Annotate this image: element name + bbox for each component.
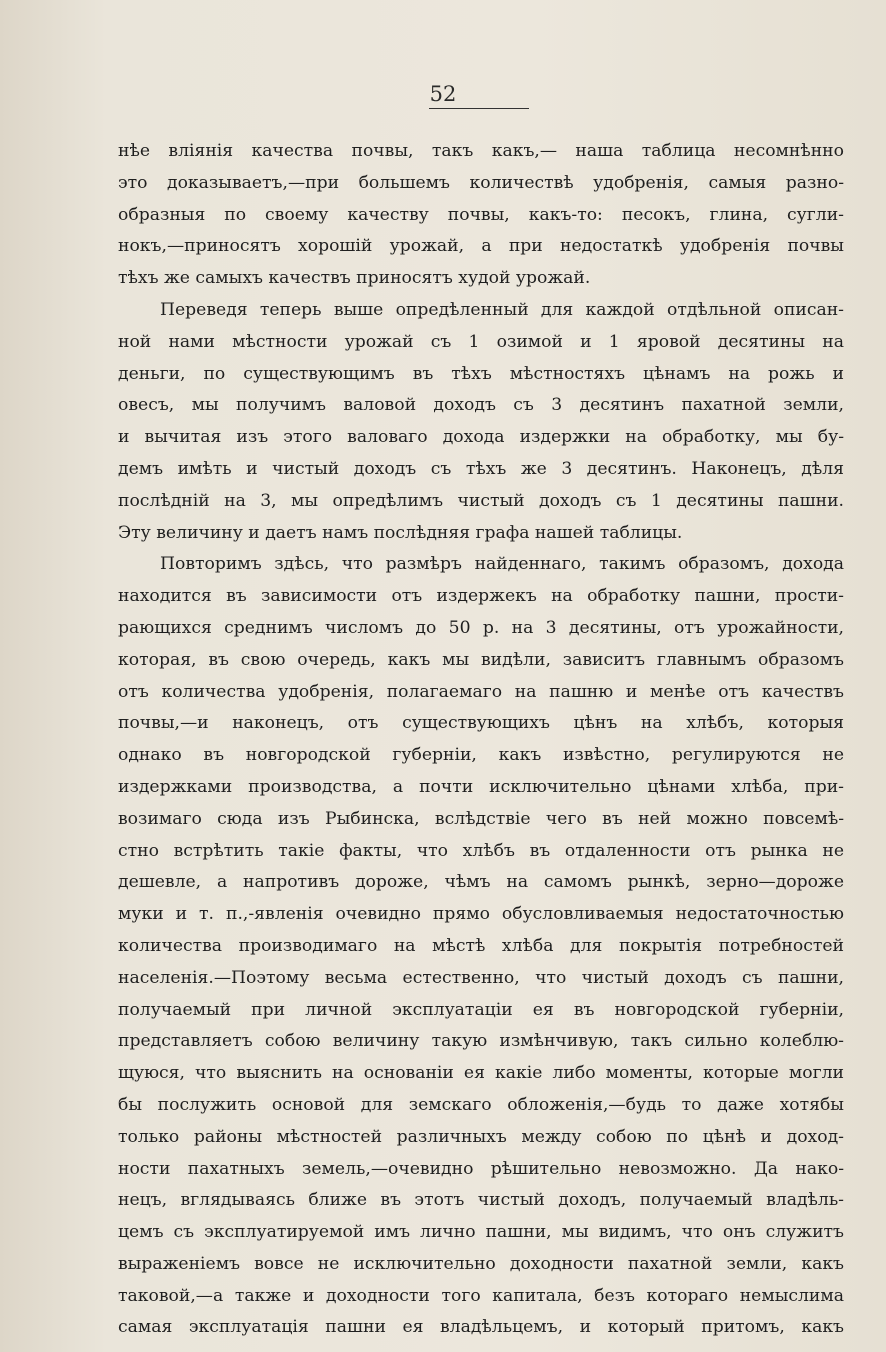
text-line: однако въ новгородской губерніи, какъ извѣстно, регулируются не <box>118 745 844 766</box>
text-line: послѣдній на 3, мы опредѣлимъ чистый доходъ съ 1 десятины пашни. <box>118 490 844 511</box>
text-line: находится въ зависимости отъ издержекъ на обработку пашни, прости- <box>118 586 844 607</box>
text-line: Повторимъ здѣсь, что размѣръ найденнаго, такимъ образомъ, дохода <box>160 554 844 575</box>
text-line: это доказываетъ,—при большемъ количествѣ удобренія, самыя разно- <box>118 172 844 193</box>
text-line: которая, въ свою очередь, какъ мы видѣли, зависитъ главнымъ образомъ <box>118 649 844 670</box>
text-line: дешевле, а напротивъ дороже, чѣмъ на самомъ рынкѣ, зерно—дороже <box>118 872 844 893</box>
text-line: ности пахатныхъ земель,—очевидно рѣшительно невозможно. Да нако- <box>118 1158 844 1179</box>
text-line: тѣхъ же самыхъ качествъ приносятъ худой урожай. <box>118 268 591 289</box>
text-line: и вычитая изъ этого валоваго дохода издержки на обработку, мы бу- <box>118 427 844 448</box>
page-number: 52 <box>429 82 457 106</box>
text-line: цемъ съ эксплуатируемой имъ лично пашни, мы видимъ, что онъ служитъ <box>118 1222 844 1243</box>
text-line: Переведя теперь выше опредѣленный для каждой отдѣльной описан- <box>160 299 844 320</box>
text-line: нокъ,—приносятъ хорошій урожай, а при недостаткѣ удобренія почвы <box>118 236 844 257</box>
text-line: возимаго сюда изъ Рыбинска, вслѣдствіе чего въ ней можно повсемѣ- <box>118 808 844 829</box>
text-line: ной нами мѣстности урожай съ 1 озимой и 1 яровой десятины на <box>118 331 844 352</box>
text-line: издержками производства, а почти исключительно цѣнами хлѣба, при- <box>118 776 844 797</box>
text-line: получаемый при личной эксплуатаціи ея въ новгородской губерніи, <box>118 999 844 1020</box>
text-line: нѣе вліянія качества почвы, такъ какъ,— наша таблица несомнѣнно <box>118 141 844 161</box>
text-line: отъ количества удобренія, полагаемаго на пашню и менѣе отъ качествъ <box>118 681 844 702</box>
text-line: демъ имѣть и чистый доходъ съ тѣхъ же 3 десятинъ. Наконецъ, дѣля <box>118 458 844 479</box>
header-rule <box>429 108 529 109</box>
text-line: стно встрѣтить такіе факты, что хлѣбъ въ отдаленности отъ рынка не <box>118 840 844 861</box>
text-line: рающихся среднимъ числомъ до 50 р. на 3 десятины, отъ урожайности, <box>118 617 844 638</box>
text-line: деньги, по существующимъ въ тѣхъ мѣстностяхъ цѣнамъ на рожь и <box>118 363 844 384</box>
text-line: муки и т. п.,-явленія очевидно прямо обусловливаемыя недостаточностью <box>118 904 844 925</box>
text-line: самая эксплуатація пашни ея владѣльцемъ, и который притомъ, какъ <box>118 1317 844 1338</box>
text-line: нецъ, вглядываясь ближе въ этотъ чистый доходъ, получаемый владѣль- <box>118 1190 844 1211</box>
text-line: щуюся, что выяснить на основаніи ея какіе либо моменты, которые могли <box>118 1063 844 1084</box>
text-line: только районы мѣстностей различныхъ между собою по цѣнѣ и доход- <box>118 1126 844 1147</box>
text-line: бы послужить основой для земскаго обложенія,—будь то даже хотябы <box>118 1094 844 1115</box>
text-line: овесъ, мы получимъ валовой доходъ съ 3 десятинъ пахатной земли, <box>118 395 844 416</box>
text-line: населенія.—Поэтому весьма естественно, что чистый доходъ съ пашни, <box>118 967 844 988</box>
body-text <box>118 136 844 1344</box>
text-line: количества производимаго на мѣстѣ хлѣба для покрытія потребностей <box>118 935 844 956</box>
text-line: выраженіемъ вовсе не исключительно доходности пахатной земли, какъ <box>118 1253 844 1274</box>
text-line: Эту величину и даетъ намъ послѣдняя графа нашей таблицы. <box>118 522 683 543</box>
text-line: представляетъ собою величину такую измѣнчивую, такъ сильно колеблю- <box>118 1031 844 1052</box>
text-line: таковой,—а также и доходности того капитала, безъ котораго немыслима <box>118 1285 844 1306</box>
text-line: почвы,—и наконецъ, отъ существующихъ цѣнъ на хлѣбъ, которыя <box>118 713 844 734</box>
text-line: образныя по своему качеству почвы, какъ-то: песокъ, глина, сугли- <box>118 204 844 225</box>
